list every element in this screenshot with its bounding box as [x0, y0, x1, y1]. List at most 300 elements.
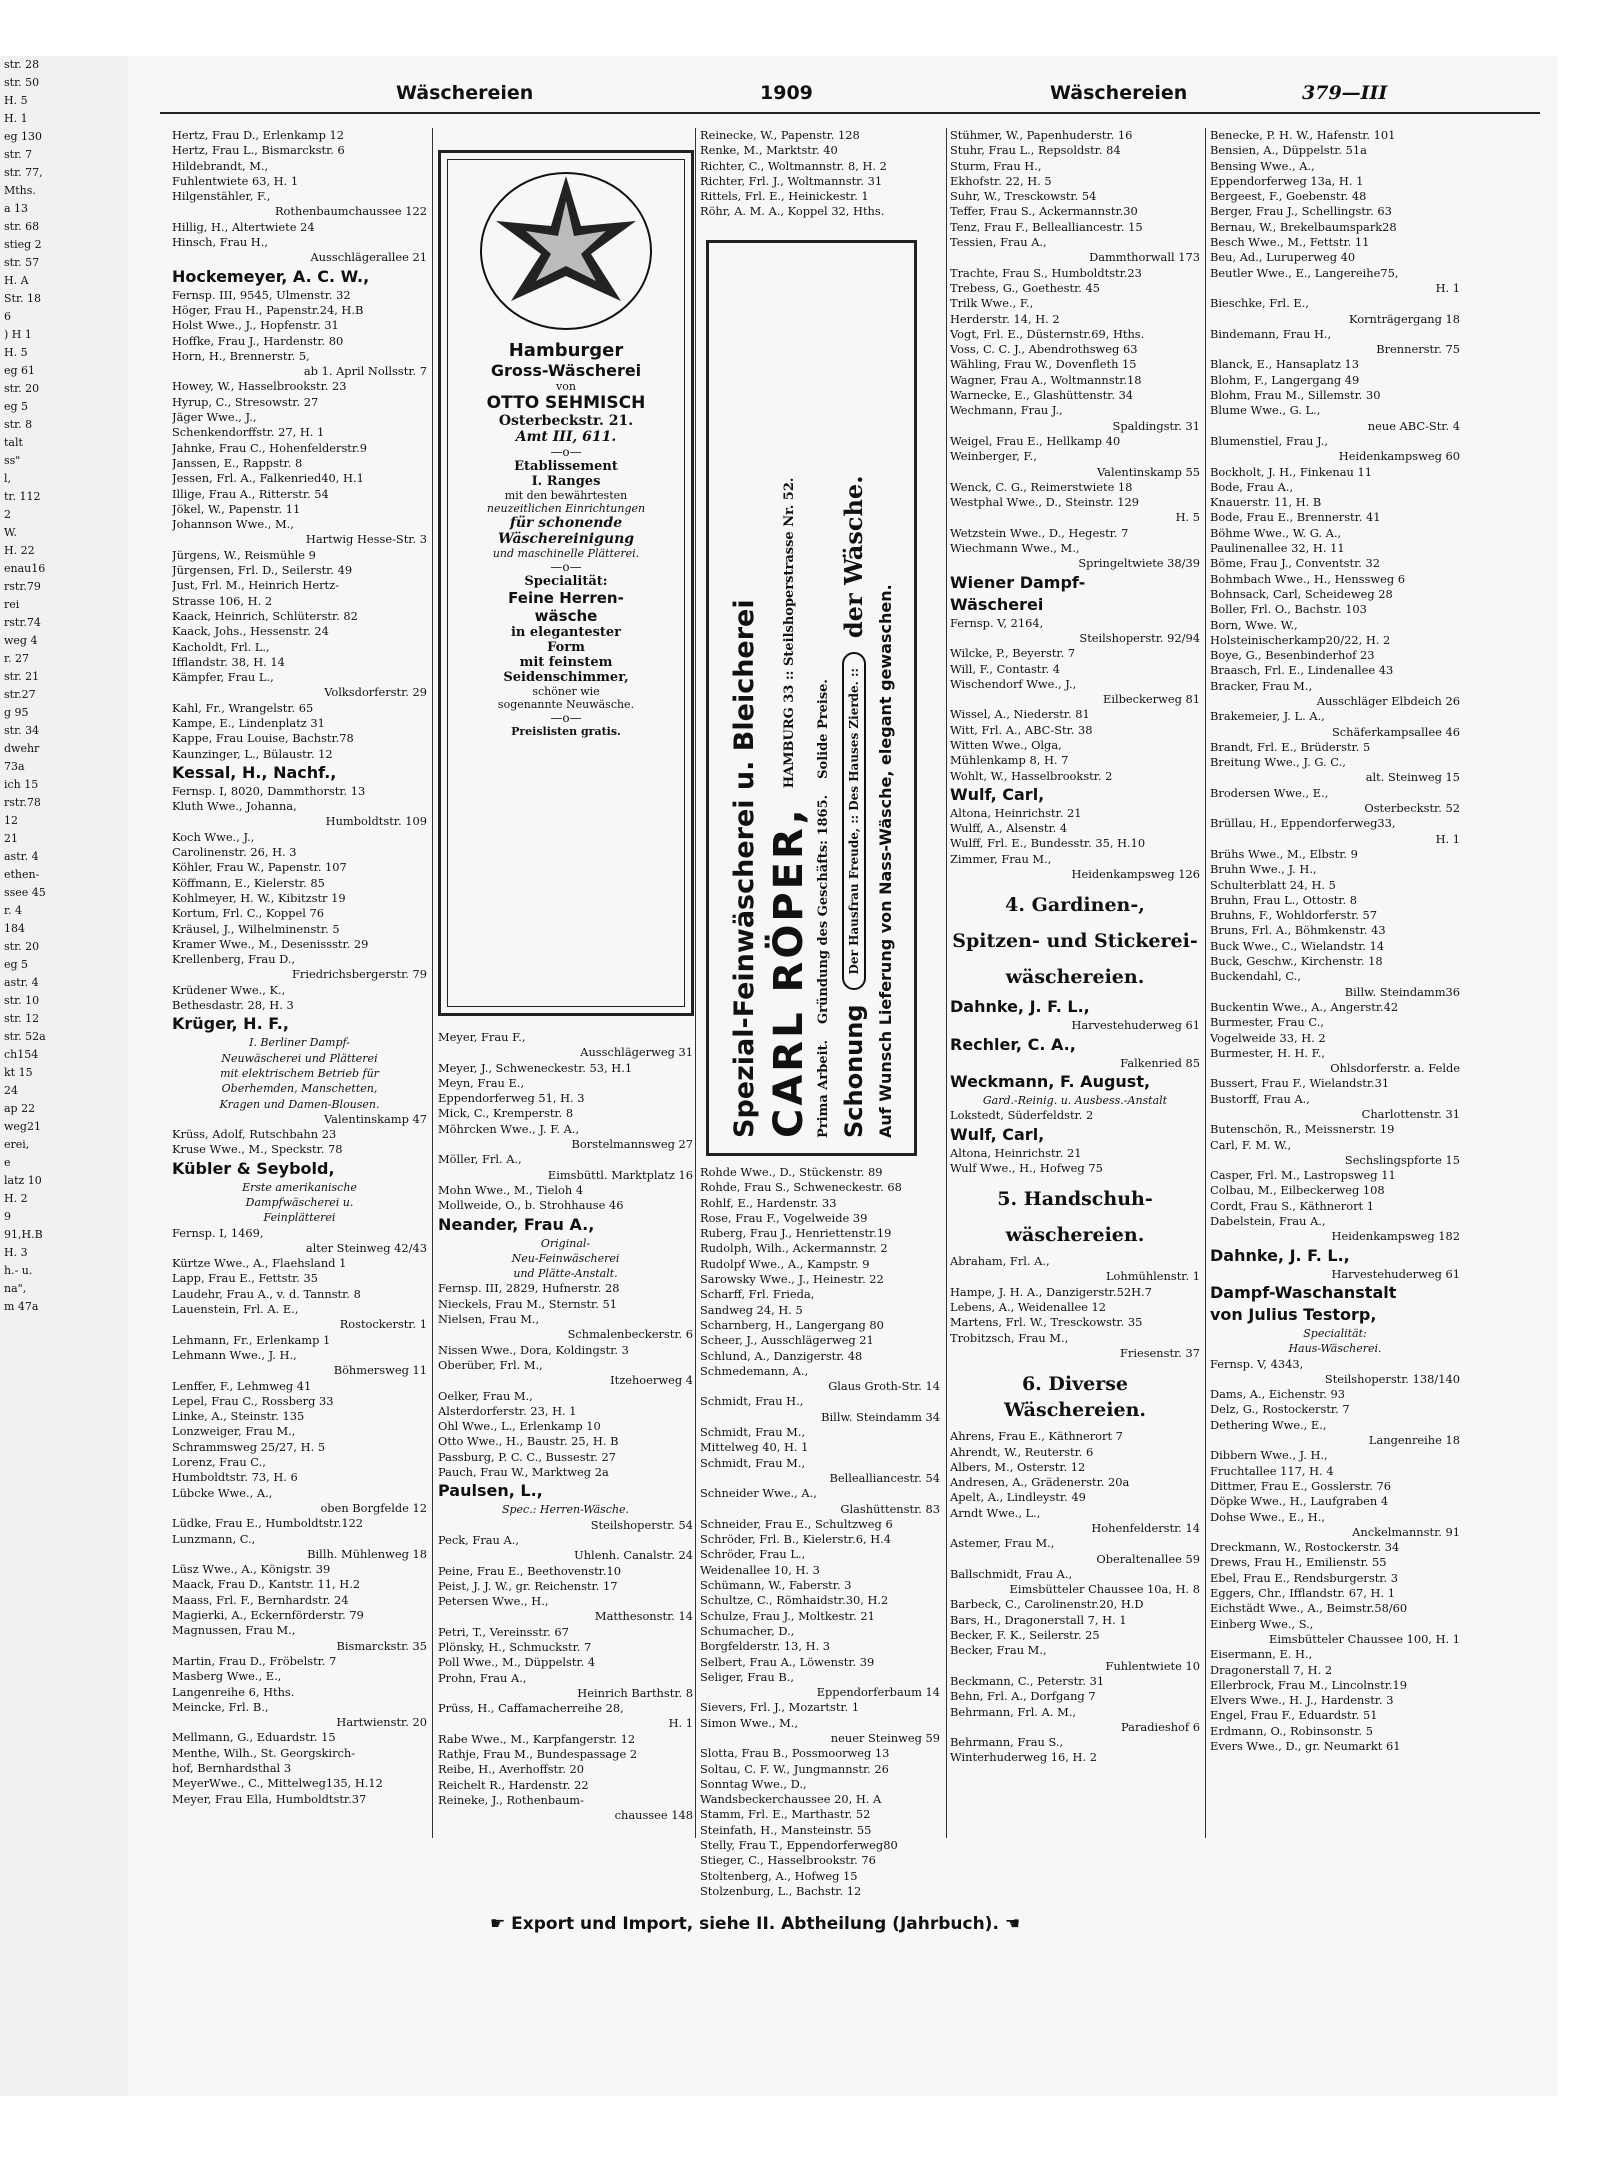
- directory-entry: Steilshoperstr. 138/140: [1324, 1371, 1460, 1386]
- directory-entry: Scharnberg, H., Langergang 80: [700, 1317, 884, 1332]
- directory-entry: Langenreihe 6, Hths.: [172, 1684, 295, 1699]
- directory-entry: Kampe, E., Lindenplatz 31: [172, 715, 325, 730]
- directory-entry: Barbeck, C., Carolinenstr.20, H.D: [950, 1597, 1144, 1612]
- directory-entry: Jessen, Frl. A., Falkenried40, H.1: [172, 471, 364, 486]
- directory-entry: alter Steinweg 42/43: [305, 1240, 427, 1255]
- directory-entry: Eppendorferbaum 14: [816, 1685, 940, 1700]
- directory-entry: Becker, Frau M.,: [950, 1643, 1047, 1658]
- gutter-fragment: 12: [4, 814, 18, 827]
- directory-entry: Albers, M., Osterstr. 12: [950, 1459, 1086, 1474]
- directory-entry: Böme, Frau J., Conventstr. 32: [1210, 556, 1381, 571]
- directory-entry: Trobitzsch, Frau M.,: [950, 1330, 1069, 1345]
- directory-entry: Schneider Wwe., A.,: [700, 1486, 817, 1501]
- directory-entry: Meyer, Frau Ella, Humboldtstr.37: [172, 1791, 367, 1806]
- directory-entry: Schenkendorffstr. 27, H. 1: [172, 425, 325, 440]
- directory-entry: Dohse Wwe., E., H.,: [1210, 1509, 1325, 1524]
- ad-separator: —o—: [550, 560, 582, 574]
- ad-title-line2: Gross-Wäscherei: [490, 361, 642, 380]
- directory-entry: Burmester, Frau C.,: [1210, 1015, 1324, 1030]
- directory-entry: Ellerbrock, Frau M., Lincolnstr.19: [1210, 1677, 1408, 1692]
- directory-entry: Vogelweide 33, H. 2: [1210, 1030, 1326, 1045]
- directory-entry: wäschereien.: [1005, 966, 1145, 989]
- directory-entry: Howey, W., Hasselbrookstr. 23: [172, 379, 347, 394]
- gutter-fragment: H. 5: [4, 346, 28, 359]
- directory-entry: Lübcke Wwe., A.,: [172, 1485, 273, 1500]
- ad-text: mit feinstem: [519, 655, 613, 670]
- footer-text: Export und Import, siehe II. Abtheilung (Jahrbuch).: [511, 1914, 999, 1934]
- star-logo-icon: [471, 166, 661, 336]
- ad-oval-slogan: Der Hausfrau Freude, :: Des Hauses Zierde. ::: [841, 652, 865, 990]
- directory-entry: Braasch, Frl. E., Lindenallee 43: [1210, 663, 1394, 678]
- directory-entry: Böhmersweg 11: [333, 1363, 427, 1378]
- directory-entry: Mühlenkamp 8, H. 7: [950, 753, 1069, 768]
- directory-entry: Hertz, Frau D., Erlenkamp 12: [172, 128, 345, 142]
- directory-entry: Berger, Frau J., Schellingstr. 63: [1210, 204, 1392, 219]
- directory-entry: Astemer, Frau M.,: [950, 1536, 1055, 1551]
- column-rule: [432, 128, 433, 1838]
- gutter-fragment: H. 22: [4, 544, 35, 557]
- directory-entry: Kornträgergang 18: [1349, 311, 1460, 326]
- directory-entry: Spaldingstr. 31: [1112, 418, 1200, 433]
- directory-entry: Blumenstiel, Frau J.,: [1210, 433, 1328, 448]
- directory-entry: Schäferkampsallee 46: [1331, 724, 1460, 739]
- directory-entry: Wulf, Carl,: [950, 784, 1045, 804]
- column-2: [438, 1030, 693, 1824]
- directory-entry: Borgfelderstr. 13, H. 3: [700, 1639, 831, 1654]
- directory-entry: Renke, M., Marktstr. 40: [700, 143, 838, 158]
- directory-entry: Hillig, H., Altertwiete 24: [172, 219, 315, 234]
- directory-entry: Ebel, Frau E., Rendsburgerstr. 3: [1210, 1570, 1398, 1585]
- directory-entry: Langenreihe 18: [1368, 1433, 1460, 1448]
- directory-entry: Trachte, Frau S., Humboldtstr.23: [950, 265, 1142, 280]
- directory-entry: Lauenstein, Frl. A. E.,: [172, 1302, 299, 1317]
- directory-entry: Kürtze Wwe., A., Flaehsland 1: [172, 1256, 347, 1271]
- directory-entry: Ballschmidt, Frau A.,: [950, 1566, 1073, 1581]
- directory-entry: Tessien, Frau A.,: [950, 235, 1047, 250]
- ad-text: in elegantester: [510, 625, 622, 640]
- directory-entry: Eilbeckerweg 81: [1103, 692, 1200, 707]
- directory-entry: Stieger, C., Hasselbrookstr. 76: [700, 1853, 876, 1868]
- directory-entry: Maass, Frl. F., Bernhardstr. 24: [172, 1592, 349, 1607]
- ad-text: Etablissement: [514, 459, 618, 474]
- directory-entry: Elvers Wwe., H. J., Hardenstr. 3: [1210, 1693, 1394, 1708]
- gutter-fragment: H. 3: [4, 1246, 28, 1259]
- directory-entry: Rothenbaumchaussee 122: [274, 204, 427, 219]
- ad-title-line1: Hamburger: [508, 340, 624, 361]
- directory-entry: Matthesonstr. 14: [594, 1609, 693, 1624]
- directory-entry: Bohmbach Wwe., H., Henssweg 6: [1210, 571, 1405, 586]
- directory-entry: Reibe, H., Averhoffstr. 20: [438, 1762, 585, 1777]
- directory-entry: Martens, Frl. W., Tresckowstr. 35: [950, 1315, 1143, 1330]
- directory-entry: Billw. Steindamm36: [1344, 984, 1460, 999]
- ad-text: Form: [547, 640, 585, 655]
- directory-entry: Lorenz, Frau C.,: [172, 1455, 266, 1470]
- directory-entry: Lebens, A., Weidenallee 12: [950, 1300, 1107, 1315]
- directory-entry: Holst Wwe., J., Hopfenstr. 31: [172, 318, 339, 333]
- directory-entry: Billw. Steindamm 34: [821, 1409, 940, 1424]
- ad-owner: OTTO SEHMISCH: [486, 393, 646, 413]
- gutter-fragment: r. 4: [4, 904, 23, 917]
- ad-text: schöner wie: [532, 685, 600, 698]
- directory-entry: Spec.: Herren-Wäsche.: [501, 1503, 630, 1517]
- directory-entry: Jürgens, W., Reismühle 9: [172, 547, 316, 562]
- directory-entry: hof, Bernhardsthal 3: [172, 1760, 292, 1775]
- directory-entry: Heidenkampsweg 182: [1331, 1229, 1460, 1244]
- ad-text: für schonende: [509, 515, 623, 531]
- directory-entry: Behrmann, Frau S.,: [950, 1735, 1064, 1750]
- ad-address: HAMBURG 33 :: Steilshoperstrasse Nr. 52.: [781, 477, 796, 789]
- directory-entry: Eggers, Chr., Ifflandstr. 67, H. 1: [1210, 1586, 1395, 1601]
- ad-separator: —o—: [550, 445, 582, 459]
- directory-entry: Lohmühlenstr. 1: [1105, 1269, 1200, 1284]
- directory-entry: Hertz, Frau L., Bismarckstr. 6: [172, 143, 345, 158]
- directory-entry: Fernsp. V, 4343,: [1210, 1356, 1304, 1371]
- directory-entry: Mohn Wwe., M., Tieloh 4: [438, 1182, 584, 1197]
- gutter-fragment: erei,: [4, 1138, 30, 1151]
- gutter-fragment: ss": [4, 454, 21, 467]
- directory-entry: Richter, C., Woltmannstr. 8, H. 2: [700, 158, 887, 173]
- directory-entry: Otto Wwe., H., Baustr. 25, H. B: [438, 1434, 619, 1449]
- directory-entry: Wiener Dampf-: [950, 572, 1086, 592]
- directory-entry: Eisermann, E. H.,: [1210, 1647, 1313, 1662]
- gutter-fragment: g 95: [4, 706, 29, 719]
- directory-entry: Carolinenstr. 26, H. 3: [172, 845, 297, 860]
- directory-entry: Bars, H., Dragonerstall 7, H. 1: [950, 1612, 1127, 1627]
- pointing-hand-icon: ☛: [490, 1914, 506, 1934]
- directory-entry: Neu-Feinwäscherei: [511, 1251, 620, 1265]
- directory-entry: Bussert, Frau F., Wielandstr.31: [1210, 1076, 1390, 1091]
- directory-entry: Billh. Mühlenweg 18: [307, 1546, 427, 1561]
- directory-entry: Buckentin Wwe., A., Angerstr.42: [1210, 999, 1399, 1014]
- directory-entry: Meyer, Frau F.,: [438, 1030, 526, 1044]
- directory-entry: Jahnke, Frau C., Hohenfelderstr.9: [172, 440, 367, 455]
- directory-entry: Dragonerstall 7, H. 2: [1210, 1662, 1333, 1677]
- directory-entry: Fernsp. V, 2164,: [950, 615, 1044, 630]
- directory-entry: von Julius Testorp,: [1210, 1304, 1377, 1324]
- ad-text: und maschinelle Plätterei.: [492, 547, 640, 560]
- directory-entry: Oberhemden, Manschetten,: [221, 1082, 378, 1096]
- directory-entry: Bergeest, F., Goebenstr. 48: [1210, 189, 1367, 204]
- gutter-fragment: weg 4: [4, 634, 38, 647]
- directory-entry: Boller, Frl. O., Bachstr. 103: [1210, 602, 1367, 617]
- directory-entry: Osterbeckstr. 52: [1364, 801, 1460, 816]
- directory-entry: MeyerWwe., C., Mittelweg135, H.12: [172, 1776, 383, 1791]
- directory-entry: Wulff, Frl. E., Bundesstr. 35, H.10: [950, 836, 1146, 851]
- directory-entry: Lüsz Wwe., A., Königstr. 39: [172, 1562, 331, 1577]
- directory-entry: Schumacher, D.,: [700, 1623, 795, 1638]
- directory-entry: Scharff, Frl. Frieda,: [700, 1287, 815, 1302]
- ad-text: neuzeitlichen Einrichtungen: [486, 502, 646, 515]
- directory-entry: Hinsch, Frau H.,: [172, 235, 268, 250]
- directory-entry: Benecke, P. H. W., Hafenstr. 101: [1210, 128, 1396, 142]
- gutter-fragment: 91,H.B: [4, 1228, 43, 1241]
- directory-entry: Brodersen Wwe., E.,: [1210, 785, 1329, 800]
- directory-entry: Kaunzinger, L., Bülaustr. 12: [172, 746, 333, 761]
- directory-entry: Stamm, Frl. E., Marthastr. 52: [700, 1807, 871, 1822]
- gutter-fragment: astr. 4: [4, 976, 39, 989]
- gutter-fragment: eg 130: [4, 130, 43, 143]
- directory-entry: Valentinskamp 47: [324, 1111, 427, 1126]
- directory-entry: Fuhlentwiete 10: [1105, 1658, 1200, 1673]
- directory-entry: Eppendorferweg 51, H. 3: [438, 1091, 585, 1106]
- directory-entry: Sandweg 24, H. 5: [700, 1302, 803, 1317]
- directory-entry: Schümann, W., Faberstr. 3: [700, 1578, 852, 1593]
- directory-entry: Hildebrandt, M.,: [172, 158, 269, 173]
- directory-entry: Möller, Frl. A.,: [438, 1152, 522, 1167]
- gutter-fragment: W.: [4, 526, 17, 539]
- directory-entry: Fernsp. III, 2829, Hufnerstr. 28: [438, 1281, 620, 1296]
- directory-entry: Reineke, J., Rothenbaum-: [438, 1792, 584, 1807]
- gutter-fragment: talt: [4, 436, 23, 449]
- gutter-fragment: str. 20: [4, 940, 40, 953]
- directory-entry: Bruns, Frl. A., Böhmkenstr. 43: [1210, 923, 1386, 938]
- directory-entry: Hoffke, Frau J., Hardenstr. 80: [172, 333, 344, 348]
- column-4: [950, 128, 1200, 1766]
- gutter-fragment: 9: [4, 1210, 11, 1223]
- directory-entry: Hockemeyer, A. C. W.,: [172, 266, 370, 286]
- ad-founding: Gründung des Geschäfts: 1865.: [815, 794, 831, 1024]
- directory-entry: Schulze, Frau J., Moltkestr. 21: [700, 1608, 875, 1623]
- directory-entry: Mellmann, G., Eduardstr. 15: [172, 1730, 336, 1745]
- directory-entry: Behrmann, Frl. A. M.,: [950, 1704, 1077, 1719]
- directory-entry: Brühs Wwe., M., Elbstr. 9: [1210, 846, 1358, 861]
- gutter-fragment: latz 10: [4, 1174, 42, 1187]
- column-rule: [1205, 128, 1206, 1838]
- directory-entry: Wandsbeckerchaussee 20, H. A: [700, 1792, 882, 1807]
- directory-entry: Blohm, Frau M., Sillemstr. 30: [1210, 388, 1381, 403]
- directory-entry: Kluth Wwe., Johanna,: [172, 799, 297, 814]
- directory-entry: Volksdorferstr. 29: [324, 685, 427, 700]
- column-rule: [695, 128, 696, 1838]
- directory-entry: Masberg Wwe., E.,: [172, 1669, 282, 1684]
- gutter-fragment: eg 5: [4, 958, 29, 971]
- directory-entry: Dabelstein, Frau A.,: [1210, 1214, 1326, 1229]
- directory-entry: Specialität:: [1303, 1326, 1367, 1340]
- directory-entry: Wilcke, P., Beyerstr. 7: [950, 646, 1076, 661]
- gutter-fragment: H. A: [4, 274, 29, 287]
- directory-entry: Dittmer, Frau E., Gosslerstr. 76: [1210, 1478, 1392, 1493]
- directory-entry: Peck, Frau A.,: [438, 1532, 519, 1547]
- directory-entry: Sechslingspforte 15: [1344, 1152, 1460, 1167]
- header-page-number: 379—III: [1302, 82, 1388, 104]
- directory-entry: Wulf Wwe., H., Hofweg 75: [950, 1160, 1103, 1175]
- directory-entry: Jökel, W., Papenstr. 11: [172, 501, 301, 516]
- directory-entry: Schulterblatt 24, H. 5: [1210, 877, 1336, 892]
- directory-entry: Petersen Wwe., H.,: [438, 1594, 549, 1609]
- directory-entry: Blohm, F., Langergang 49: [1210, 372, 1360, 387]
- ad-address: Osterbeckstr. 21.: [498, 413, 634, 429]
- directory-entry: Lehmann, Fr., Erlenkamp 1: [172, 1332, 331, 1347]
- gutter-fragment: eg 61: [4, 364, 36, 377]
- ad-heading: Spezial-Feinwäscherei u. Bleicherei: [728, 599, 760, 1138]
- directory-entry: Petri, T., Vereinsstr. 67: [438, 1624, 569, 1639]
- gutter-fragment: e: [4, 1156, 11, 1169]
- directory-entry: Eimsbüttl. Marktplatz 16: [547, 1167, 693, 1182]
- directory-entry: Bruhns, F., Wohldorferstr. 57: [1210, 908, 1378, 923]
- directory-entry: Humboldtstr. 73, H. 6: [172, 1470, 298, 1485]
- directory-entry: Dampf-Waschanstalt: [1210, 1282, 1397, 1302]
- gutter-fragment: str. 34: [4, 724, 40, 737]
- directory-entry: Bruhn Wwe., J. H.,: [1210, 862, 1317, 877]
- directory-entry: Krüss, Adolf, Rutschbahn 23: [172, 1127, 337, 1142]
- gutter-fragment: str. 28: [4, 58, 40, 71]
- directory-entry: Lüdke, Frau E., Humboldtstr.122: [172, 1516, 364, 1531]
- directory-entry: Bustorff, Frau A.,: [1210, 1091, 1310, 1106]
- directory-entry: Abraham, Frl. A.,: [950, 1254, 1050, 1269]
- directory-entry: Bracker, Frau M.,: [1210, 678, 1313, 693]
- directory-entry: Bohnsack, Carl, Scheideweg 28: [1210, 586, 1393, 601]
- directory-entry: Janssen, E., Rappstr. 8: [172, 455, 303, 470]
- gutter-fragment: a 13: [4, 202, 29, 215]
- directory-entry: alt. Steinweg 15: [1365, 770, 1460, 785]
- gutter-fragment: ) H 1: [4, 328, 32, 341]
- directory-entry: neue ABC-Str. 4: [1367, 418, 1460, 433]
- directory-entry: Winterhuderweg 16, H. 2: [950, 1750, 1097, 1765]
- directory-entry: Kämpfer, Frau L.,: [172, 670, 274, 685]
- directory-entry: Hyrup, C., Stresowstr. 27: [172, 394, 319, 409]
- directory-entry: Köffmann, E., Kielerstr. 85: [172, 875, 325, 890]
- directory-entry: Vogt, Frl. E., Düsternstr.69, Hths.: [950, 326, 1145, 341]
- directory-entry: Buckendahl, C.,: [1210, 969, 1301, 984]
- directory-entry: Holsteinischerkamp20/22, H. 2: [1210, 632, 1391, 647]
- directory-entry: Menthe, Wilh., St. Georgskirch-: [172, 1745, 356, 1760]
- gutter-fragment: str. 20: [4, 382, 40, 395]
- directory-entry: Wenck, C. G., Reimerstwiete 18: [950, 479, 1133, 494]
- directory-entry: H. 1: [1435, 280, 1460, 295]
- directory-entry: Neuwäscherei und Plätterei: [221, 1051, 378, 1065]
- directory-entry: Mick, C., Kremperstr. 8: [438, 1106, 574, 1121]
- directory-entry: Harvestehuderweg 61: [1331, 1266, 1460, 1281]
- directory-entry: Burmester, H. H. F.,: [1210, 1045, 1326, 1060]
- directory-entry: Carl, F. M. W.,: [1210, 1137, 1292, 1152]
- directory-entry: Dibbern Wwe., J. H.,: [1210, 1448, 1328, 1463]
- directory-entry: Stelly, Frau T., Eppendorferweg80: [700, 1838, 898, 1853]
- directory-entry: Schultze, C., Römhaidstr.30, H.2: [700, 1593, 889, 1608]
- directory-entry: Scheer, J., Ausschlägerweg 21: [700, 1333, 874, 1348]
- directory-entry: Nielsen, Frau M.,: [438, 1312, 540, 1327]
- directory-entry: Fernsp. III, 9545, Ulmenstr. 32: [172, 287, 351, 302]
- ad-separator: —o—: [550, 711, 582, 725]
- directory-entry: Bernau, W., Brekelbaumspark28: [1210, 219, 1397, 234]
- directory-entry: Glaus Groth-Str. 14: [828, 1379, 940, 1394]
- directory-entry: Blume Wwe., G. L.,: [1210, 403, 1321, 418]
- directory-entry: 6. Diverse Wäschereien.: [1004, 1373, 1146, 1422]
- directory-entry: Hartwienstr. 20: [336, 1715, 427, 1730]
- advertisement-roeper: [706, 240, 917, 1156]
- directory-entry: Jäger Wwe., J.,: [172, 410, 257, 425]
- directory-entry: Prüss, H., Caffamacherreihe 28,: [438, 1701, 624, 1716]
- directory-entry: Johannson Wwe., M.,: [172, 517, 294, 532]
- directory-entry: Fuhlentwiete 63, H. 1: [172, 173, 299, 188]
- gutter-fragment: str. 68: [4, 220, 40, 233]
- directory-entry: Sarowsky Wwe., J., Heinestr. 22: [700, 1272, 884, 1287]
- directory-entry: Schneider, Frau E., Schultzweg 6: [700, 1516, 893, 1531]
- header-left-title: Wäschereien: [396, 82, 534, 104]
- directory-entry: Warnecke, E., Glashüttenstr. 34: [950, 388, 1134, 403]
- directory-entry: Drews, Frau H., Emilienstr. 55: [1210, 1555, 1387, 1570]
- directory-entry: Wohlt, W., Hasselbrookstr. 2: [950, 768, 1113, 783]
- directory-entry: Witt, Frl. A., ABC-Str. 38: [950, 722, 1093, 737]
- directory-entry: Schröder, Frl. B., Kielerstr.6, H.4: [700, 1532, 892, 1547]
- directory-entry: Kaack, Heinrich, Schlüterstr. 82: [172, 608, 358, 623]
- directory-entry: Original-: [540, 1236, 591, 1250]
- directory-entry: Rudolph, Wilh., Ackermannstr. 2: [700, 1241, 888, 1256]
- directory-entry: Köhler, Frau W., Papenstr. 107: [172, 860, 347, 875]
- column-3: [700, 1165, 940, 1899]
- directory-entry: Kohlmeyer, H. W., Kibitzstr 19: [172, 890, 346, 905]
- directory-entry: Schmalenbeckerstr. 6: [567, 1327, 693, 1342]
- directory-entry: Wischendorf Wwe., J.,: [950, 676, 1077, 691]
- directory-entry: Glashüttenstr. 83: [840, 1501, 940, 1516]
- directory-entry: Seliger, Frau B.,: [700, 1669, 795, 1684]
- directory-entry: chaussee 148: [614, 1808, 693, 1823]
- directory-entry: und Plätte-Anstalt.: [513, 1267, 618, 1281]
- directory-entry: Harvestehuderweg 61: [1071, 1018, 1200, 1033]
- directory-entry: Humboldtstr. 109: [325, 814, 427, 829]
- directory-entry: Teffer, Frau S., Ackermannstr.30: [950, 204, 1138, 219]
- directory-entry: Will, F., Contastr. 4: [950, 661, 1061, 676]
- directory-entry: Buck, Geschw., Kirchenstr. 18: [1210, 954, 1383, 969]
- gutter-fragment: str. 57: [4, 256, 40, 269]
- directory-entry: Hartwig Hesse-Str. 3: [305, 532, 427, 547]
- directory-entry: Krellenberg, Frau D.,: [172, 952, 296, 967]
- directory-entry: Anckelmannstr. 91: [1352, 1524, 1460, 1539]
- directory-entry: Weidenallee 10, H. 3: [700, 1562, 820, 1577]
- directory-entry: Trebess, G., Goethestr. 45: [950, 280, 1101, 295]
- directory-entry: Rechler, C. A.,: [950, 1034, 1076, 1054]
- directory-entry: Kräusel, J., Wilhelminenstr. 5: [172, 921, 340, 936]
- directory-entry: Schröder, Frau L.,: [700, 1547, 806, 1562]
- directory-entry: Slotta, Frau B., Possmoorweg 13: [700, 1746, 890, 1761]
- directory-entry: Reinecke, W., Papenstr. 128: [700, 128, 860, 142]
- directory-entry: Nissen Wwe., Dora, Koldingstr. 3: [438, 1342, 629, 1357]
- directory-entry: Breitung Wwe., J. G. C.,: [1210, 755, 1346, 770]
- directory-entry: Eichstädt Wwe., A., Beimstr.58/60: [1210, 1601, 1408, 1616]
- directory-entry: Beutler Wwe., E., Langereihe75,: [1210, 265, 1399, 280]
- directory-entry: Lonzweiger, Frau M.,: [172, 1424, 296, 1439]
- directory-entry: Fruchtallee 117, H. 4: [1210, 1463, 1334, 1478]
- directory-entry: Lenffer, F., Lehmweg 41: [172, 1378, 312, 1393]
- ad-prices: Solide Preise.: [815, 679, 831, 779]
- directory-entry: wäschereien.: [1005, 1224, 1145, 1247]
- directory-entry: Schmidt, Frau H.,: [700, 1394, 804, 1409]
- directory-entry: Herderstr. 14, H. 2: [950, 311, 1060, 326]
- directory-entry: ab 1. April Nollsstr. 7: [303, 364, 427, 379]
- directory-entry: 5. Handschuh-: [997, 1188, 1153, 1211]
- directory-entry: Dampfwäscherei u.: [245, 1196, 354, 1209]
- directory-entry: Gard.-Reinig. u. Ausbess.-Anstalt: [982, 1093, 1168, 1107]
- directory-entry: Sonntag Wwe., D.,: [700, 1776, 807, 1791]
- directory-entry: Bindemann, Frau H.,: [1210, 326, 1332, 341]
- gutter-fragment: enau16: [4, 562, 46, 575]
- directory-entry: Ruberg, Frau J., Henriettenstr.19: [700, 1226, 892, 1241]
- pointing-hand-icon: ☚: [1004, 1914, 1021, 1934]
- directory-entry: Schrammsweg 25/27, H. 5: [172, 1439, 326, 1454]
- directory-entry: Heidenkampsweg 60: [1338, 449, 1460, 464]
- directory-entry: I. Berliner Dampf-: [249, 1036, 350, 1050]
- directory-entry: Strasse 106, H. 2: [172, 593, 273, 608]
- directory-entry: Eimsbütteler Chaussee 10a, H. 8: [1009, 1582, 1200, 1597]
- directory-entry: Rose, Frau F., Vogelweide 39: [700, 1210, 868, 1225]
- directory-entry: Wäscherei: [950, 594, 1044, 614]
- header-year: 1909: [760, 82, 813, 104]
- gutter-fragment: l,: [4, 472, 12, 485]
- directory-entry: Lehmann Wwe., J. H.,: [172, 1347, 297, 1362]
- column-rule: [946, 128, 947, 1838]
- directory-entry: Kramer Wwe., M., Desenissstr. 29: [172, 936, 369, 951]
- directory-entry: Selbert, Frau A., Löwenstr. 39: [700, 1654, 875, 1669]
- gutter-fragment: r. 27: [4, 652, 30, 665]
